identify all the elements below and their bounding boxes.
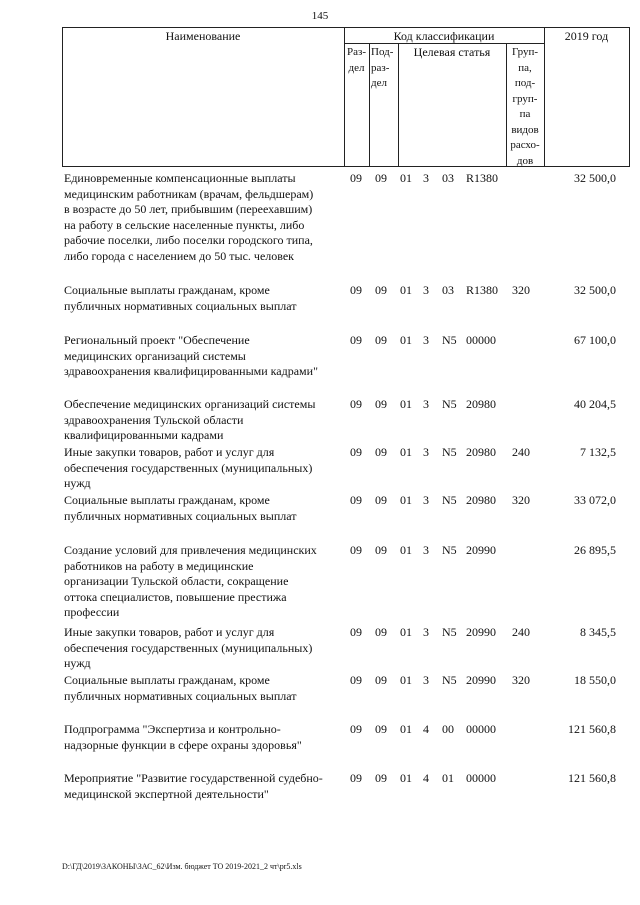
row-name-line: медицинских организаций системы — [64, 348, 246, 363]
cell-t2: 3 — [423, 397, 429, 411]
cell-t3: N5 — [442, 397, 457, 411]
row-name — [64, 673, 346, 704]
cell-t2: 4 — [423, 771, 429, 785]
row-name — [64, 771, 346, 802]
cell-t2: 3 — [423, 543, 429, 557]
row-name-line: Иные закупки товаров, работ и услуг для — [64, 445, 275, 459]
row-name-line: публичных нормативных социальных выплат — [64, 298, 297, 313]
cell-vr: 320 — [512, 673, 530, 687]
cell-t1: 01 — [400, 625, 412, 639]
row-name — [64, 543, 346, 621]
header-razdel-line: Раз- — [346, 46, 366, 58]
cell-t4: 00000 — [466, 722, 496, 736]
cell-t3: N5 — [442, 333, 457, 347]
row-name-line: на работу в сельские населенные пункты, либо — [64, 217, 305, 232]
row-name-line: Социальные выплаты гражданам, кроме — [64, 493, 270, 507]
cell-t4: 20990 — [466, 673, 496, 687]
cell-t4: 20980 — [466, 493, 496, 507]
row-name-line: квалифицированными кадрами — [64, 428, 224, 442]
cell-t1: 01 — [400, 171, 412, 185]
row-name-line: медицинской экспертной деятельности" — [64, 786, 269, 801]
header-name: Наименование — [165, 29, 241, 43]
cell-t3: N5 — [442, 625, 457, 639]
cell-t2: 3 — [423, 283, 429, 297]
header-group-line: груп- — [512, 92, 538, 105]
cell-rz: 09 — [350, 543, 362, 557]
header-razdel-line: дел — [348, 61, 365, 74]
cell-rz: 09 — [350, 283, 362, 297]
cell-sum: 32 500,0 — [574, 283, 616, 297]
row-name-line: Единовременные компенсационные выплаты — [64, 171, 296, 185]
cell-pr: 09 — [375, 493, 387, 507]
row-name-line: публичных нормативных социальных выплат — [64, 508, 297, 523]
cell-t2: 3 — [423, 445, 429, 459]
header-podrazdel-line: Под- — [371, 46, 394, 58]
cell-pr: 09 — [375, 333, 387, 347]
row-name-line: здравоохранения Тульской области — [64, 412, 244, 427]
cell-rz: 09 — [350, 673, 362, 687]
row-name-line: Социальные выплаты гражданам, кроме — [64, 673, 270, 687]
header-group-line: под- — [514, 77, 536, 89]
cell-rz: 09 — [350, 397, 362, 411]
row-name-line: обеспечения государственных (муниципальных) — [64, 460, 313, 475]
cell-rz: 09 — [350, 493, 362, 507]
cell-rz: 09 — [350, 333, 362, 347]
cell-t2: 3 — [423, 333, 429, 347]
cell-t3: N5 — [442, 543, 457, 557]
cell-sum: 40 204,5 — [574, 397, 616, 411]
cell-sum: 67 100,0 — [574, 333, 616, 347]
header-group-line: па, — [518, 61, 532, 74]
cell-pr: 09 — [375, 771, 387, 785]
cell-vr: 320 — [512, 283, 530, 297]
row-name-line: Обеспечение медицинских организаций системы — [64, 397, 316, 411]
row-name-line: организации Тульской области, сокращение — [64, 574, 289, 588]
cell-t4: 00000 — [466, 333, 496, 347]
cell-rz: 09 — [350, 445, 362, 459]
cell-t3: 03 — [442, 283, 454, 297]
row-name — [64, 333, 346, 380]
cell-t3: 01 — [442, 771, 454, 785]
row-name-line: либо города с населением до 50 тыс. человек — [64, 248, 295, 263]
cell-sum: 121 560,8 — [568, 722, 616, 736]
cell-rz: 09 — [350, 722, 362, 736]
cell-sum: 26 895,5 — [574, 543, 616, 557]
cell-sum: 18 550,0 — [574, 673, 616, 687]
cell-t4: 20980 — [466, 445, 496, 459]
header-code-divider — [344, 43, 544, 44]
cell-t4: 20990 — [466, 625, 496, 639]
row-name — [64, 625, 346, 672]
border-left — [62, 27, 63, 167]
cell-pr: 09 — [375, 722, 387, 736]
cell-t4: 20980 — [466, 397, 496, 411]
header-group — [506, 45, 544, 169]
cell-t4: 20990 — [466, 543, 496, 557]
border-right — [629, 27, 630, 167]
cell-t1: 01 — [400, 543, 412, 557]
row-name-line: Создание условий для привлечения медицинских — [64, 543, 317, 557]
cell-t4: 00000 — [466, 771, 496, 785]
cell-t1: 01 — [400, 493, 412, 507]
cell-vr: 240 — [512, 625, 530, 639]
cell-pr: 09 — [375, 283, 387, 297]
cell-t2: 3 — [423, 673, 429, 687]
header-podrazdel-line: раз- — [371, 61, 390, 74]
cell-t2: 4 — [423, 722, 429, 736]
cell-t2: 3 — [423, 625, 429, 639]
header-group-line: видов — [511, 123, 539, 136]
header-podrazdel-line: дел — [371, 77, 387, 89]
cell-t4: R1380 — [466, 171, 499, 185]
header-target: Целевая статья — [413, 45, 491, 59]
cell-t3: N5 — [442, 493, 457, 507]
row-name-line: Мероприятие "Развитие государственной судебно- — [64, 771, 323, 785]
border-group — [544, 27, 545, 167]
cell-t4: R1380 — [466, 283, 499, 297]
row-name — [64, 171, 346, 264]
header-razdel — [344, 45, 369, 76]
row-name-line: нужд — [64, 476, 91, 490]
cell-pr: 09 — [375, 445, 387, 459]
cell-t1: 01 — [400, 771, 412, 785]
cell-pr: 09 — [375, 625, 387, 639]
row-name — [64, 283, 346, 314]
cell-rz: 09 — [350, 625, 362, 639]
cell-pr: 09 — [375, 171, 387, 185]
cell-pr: 09 — [375, 673, 387, 687]
footer-file-path: D:\ГД\2019\ЗАКОНЫ\ЗАС_62\Изм. бюджет ТО 2019-2021_2 чт\pr5.xls — [62, 862, 302, 871]
cell-t3: N5 — [442, 673, 457, 687]
row-name — [64, 397, 346, 444]
row-name-line: профессии — [64, 605, 120, 619]
row-name-line: обеспечения государственных (муниципальных) — [64, 640, 313, 655]
cell-rz: 09 — [350, 171, 362, 185]
page-number: 145 — [311, 10, 329, 22]
cell-t1: 01 — [400, 333, 412, 347]
header-group-line: Груп- — [511, 46, 539, 58]
row-name-line: в возрасте до 50 лет, прибывшим (переехавшим) — [64, 202, 313, 216]
row-name-line: Иные закупки товаров, работ и услуг для — [64, 625, 275, 639]
row-name-line: нужд — [64, 656, 91, 670]
row-name-line: надзорные функции в сфере охраны здоровья" — [64, 737, 302, 752]
cell-vr: 240 — [512, 445, 530, 459]
row-name-line: публичных нормативных социальных выплат — [64, 688, 297, 703]
cell-t3: N5 — [442, 445, 457, 459]
row-name-line: Социальные выплаты гражданам, кроме — [64, 283, 270, 297]
cell-sum: 33 072,0 — [574, 493, 616, 507]
cell-sum: 8 345,5 — [580, 625, 616, 639]
cell-sum: 32 500,0 — [574, 171, 616, 185]
cell-t1: 01 — [400, 673, 412, 687]
header-code-group: Код классификации — [393, 29, 495, 43]
cell-sum: 7 132,5 — [580, 445, 616, 459]
cell-sum: 121 560,8 — [568, 771, 616, 785]
cell-rz: 09 — [350, 771, 362, 785]
header-year: 2019 год — [564, 29, 609, 43]
header-group-line: па — [519, 108, 531, 120]
cell-pr: 09 — [375, 543, 387, 557]
cell-t2: 3 — [423, 493, 429, 507]
row-name-line: Региональный проект "Обеспечение — [64, 333, 250, 347]
row-name-line: оттока специалистов, повышение престижа — [64, 589, 287, 604]
row-name — [64, 722, 346, 753]
header-podrazdel — [369, 45, 400, 92]
row-name-line: медицинским работникам (врачам, фельдшерам) — [64, 186, 314, 201]
row-name-line: рабочие поселки, либо поселки городского типа, — [64, 233, 313, 247]
cell-t1: 01 — [400, 722, 412, 736]
row-name — [64, 445, 346, 492]
cell-t3: 00 — [442, 722, 454, 736]
header-group-line: расхо- — [510, 139, 540, 151]
cell-t3: 03 — [442, 171, 454, 185]
row-name-line: работников на работу в медицинские — [64, 558, 254, 573]
row-name-line: Подпрограмма "Экспертиза и контрольно- — [64, 722, 281, 736]
header-group-line: дов — [516, 154, 534, 167]
cell-t2: 3 — [423, 171, 429, 185]
cell-t1: 01 — [400, 283, 412, 297]
cell-t1: 01 — [400, 445, 412, 459]
cell-pr: 09 — [375, 397, 387, 411]
row-name-line: здравоохранения квалифицированными кадрами" — [64, 364, 318, 378]
cell-vr: 320 — [512, 493, 530, 507]
row-name — [64, 493, 346, 524]
cell-t1: 01 — [400, 397, 412, 411]
